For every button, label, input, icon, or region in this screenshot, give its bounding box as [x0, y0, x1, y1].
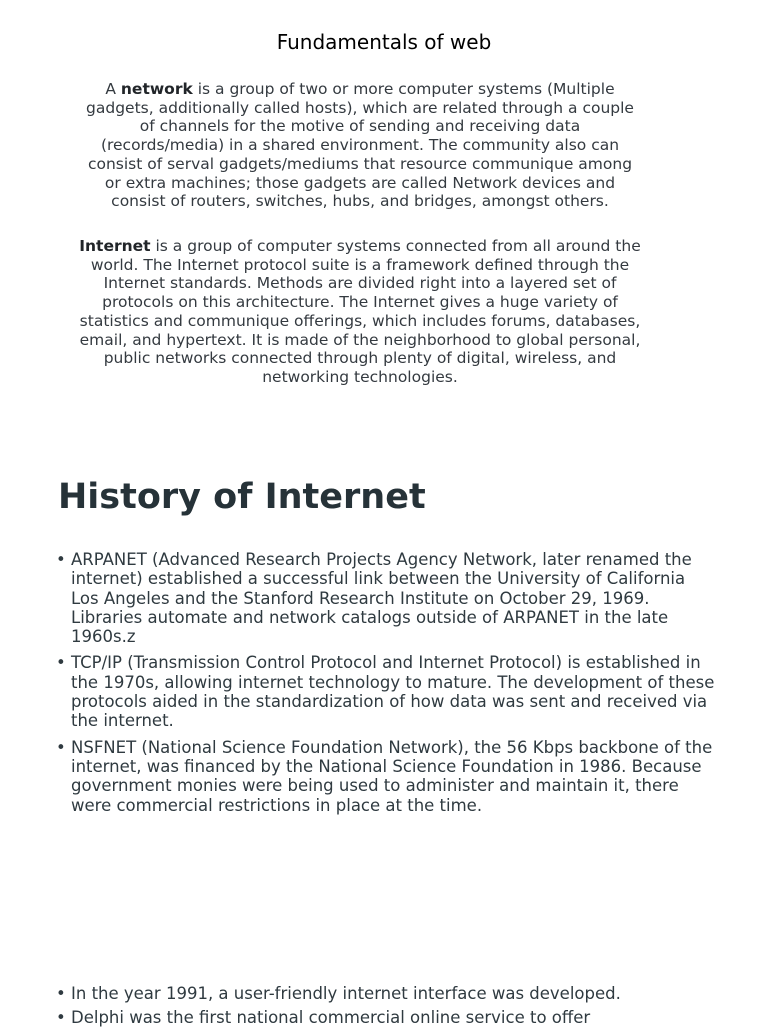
- history-list: [56, 550, 716, 822]
- page-title: Fundamentals of web: [276, 30, 492, 54]
- list-item: [56, 1008, 716, 1027]
- list-item: [56, 738, 716, 815]
- list-item-text: TCP/IP (Transmission Control Protocol and Internet Protocol) is established in the 1970s, allowing internet technology to mature. The development of these protocols aided in the standardization of how data was sent and received via the internet.: [71, 653, 715, 731]
- history-list-continued: [56, 984, 716, 1035]
- list-item-text: ARPANET (Advanced Research Projects Agency Network, later renamed the internet) established a successful link between the University of California Los Angeles and the Stanford Research Institute on October 29, 1969. Libraries automate and network catalogs outside of ARPANET in the late 1960s.z: [71, 550, 692, 647]
- list-item: [56, 984, 716, 1003]
- bullet-marker: •: [56, 737, 66, 757]
- bullet-marker: •: [56, 653, 66, 673]
- list-item-text: NSFNET (National Science Foundation Network), the 56 Kbps backbone of the internet, was financed by the National Science Foundation in 1986. Because government monies were being used to administer and maintain it, there were commercial restrictions in place at the time.: [71, 737, 713, 815]
- bullet-marker: •: [56, 550, 66, 569]
- intro-text: is a group of computer systems connected from all around the world. The Internet protocol suite is a framework defined through the Internet standards. Methods are divided right into a layered set of protocols on this architecture. The Internet gives a huge variety of statistics and communique offerings, which includes forums, databases, email, and hypertext. It is made of the neighborhood to global personal, public networks connected through plenty of digital, wireless, and networking technologies.: [79, 237, 641, 386]
- term-internet: Internet: [79, 237, 151, 255]
- bullet-marker: •: [56, 1008, 66, 1028]
- intro-prefix: A: [105, 80, 121, 98]
- intro-paragraph-network: [78, 80, 642, 211]
- bullet-marker: •: [56, 984, 66, 1003]
- term-network: network: [120, 80, 193, 98]
- intro-paragraph-internet: [78, 237, 642, 387]
- list-item-text: In the year 1991, a user-friendly internet interface was developed.: [71, 984, 621, 1003]
- list-item: [56, 653, 716, 730]
- list-item: [56, 550, 716, 646]
- section-heading: History of Internet: [58, 477, 426, 517]
- list-item-text: Delphi was the first national commercial online service to offer: [71, 1008, 591, 1028]
- intro-text: is a group of two or more computer systems (Multiple gadgets, additionally called hosts), which are related through a couple of channels for the motive of sending and receiving data (records/media) in a shared environment. The community also can consist of serval gadgets/mediums that resource communique among or extra machines; those gadgets are called Network devices and consist of routers, switches, hubs, and bridges, amongst others.: [86, 80, 634, 211]
